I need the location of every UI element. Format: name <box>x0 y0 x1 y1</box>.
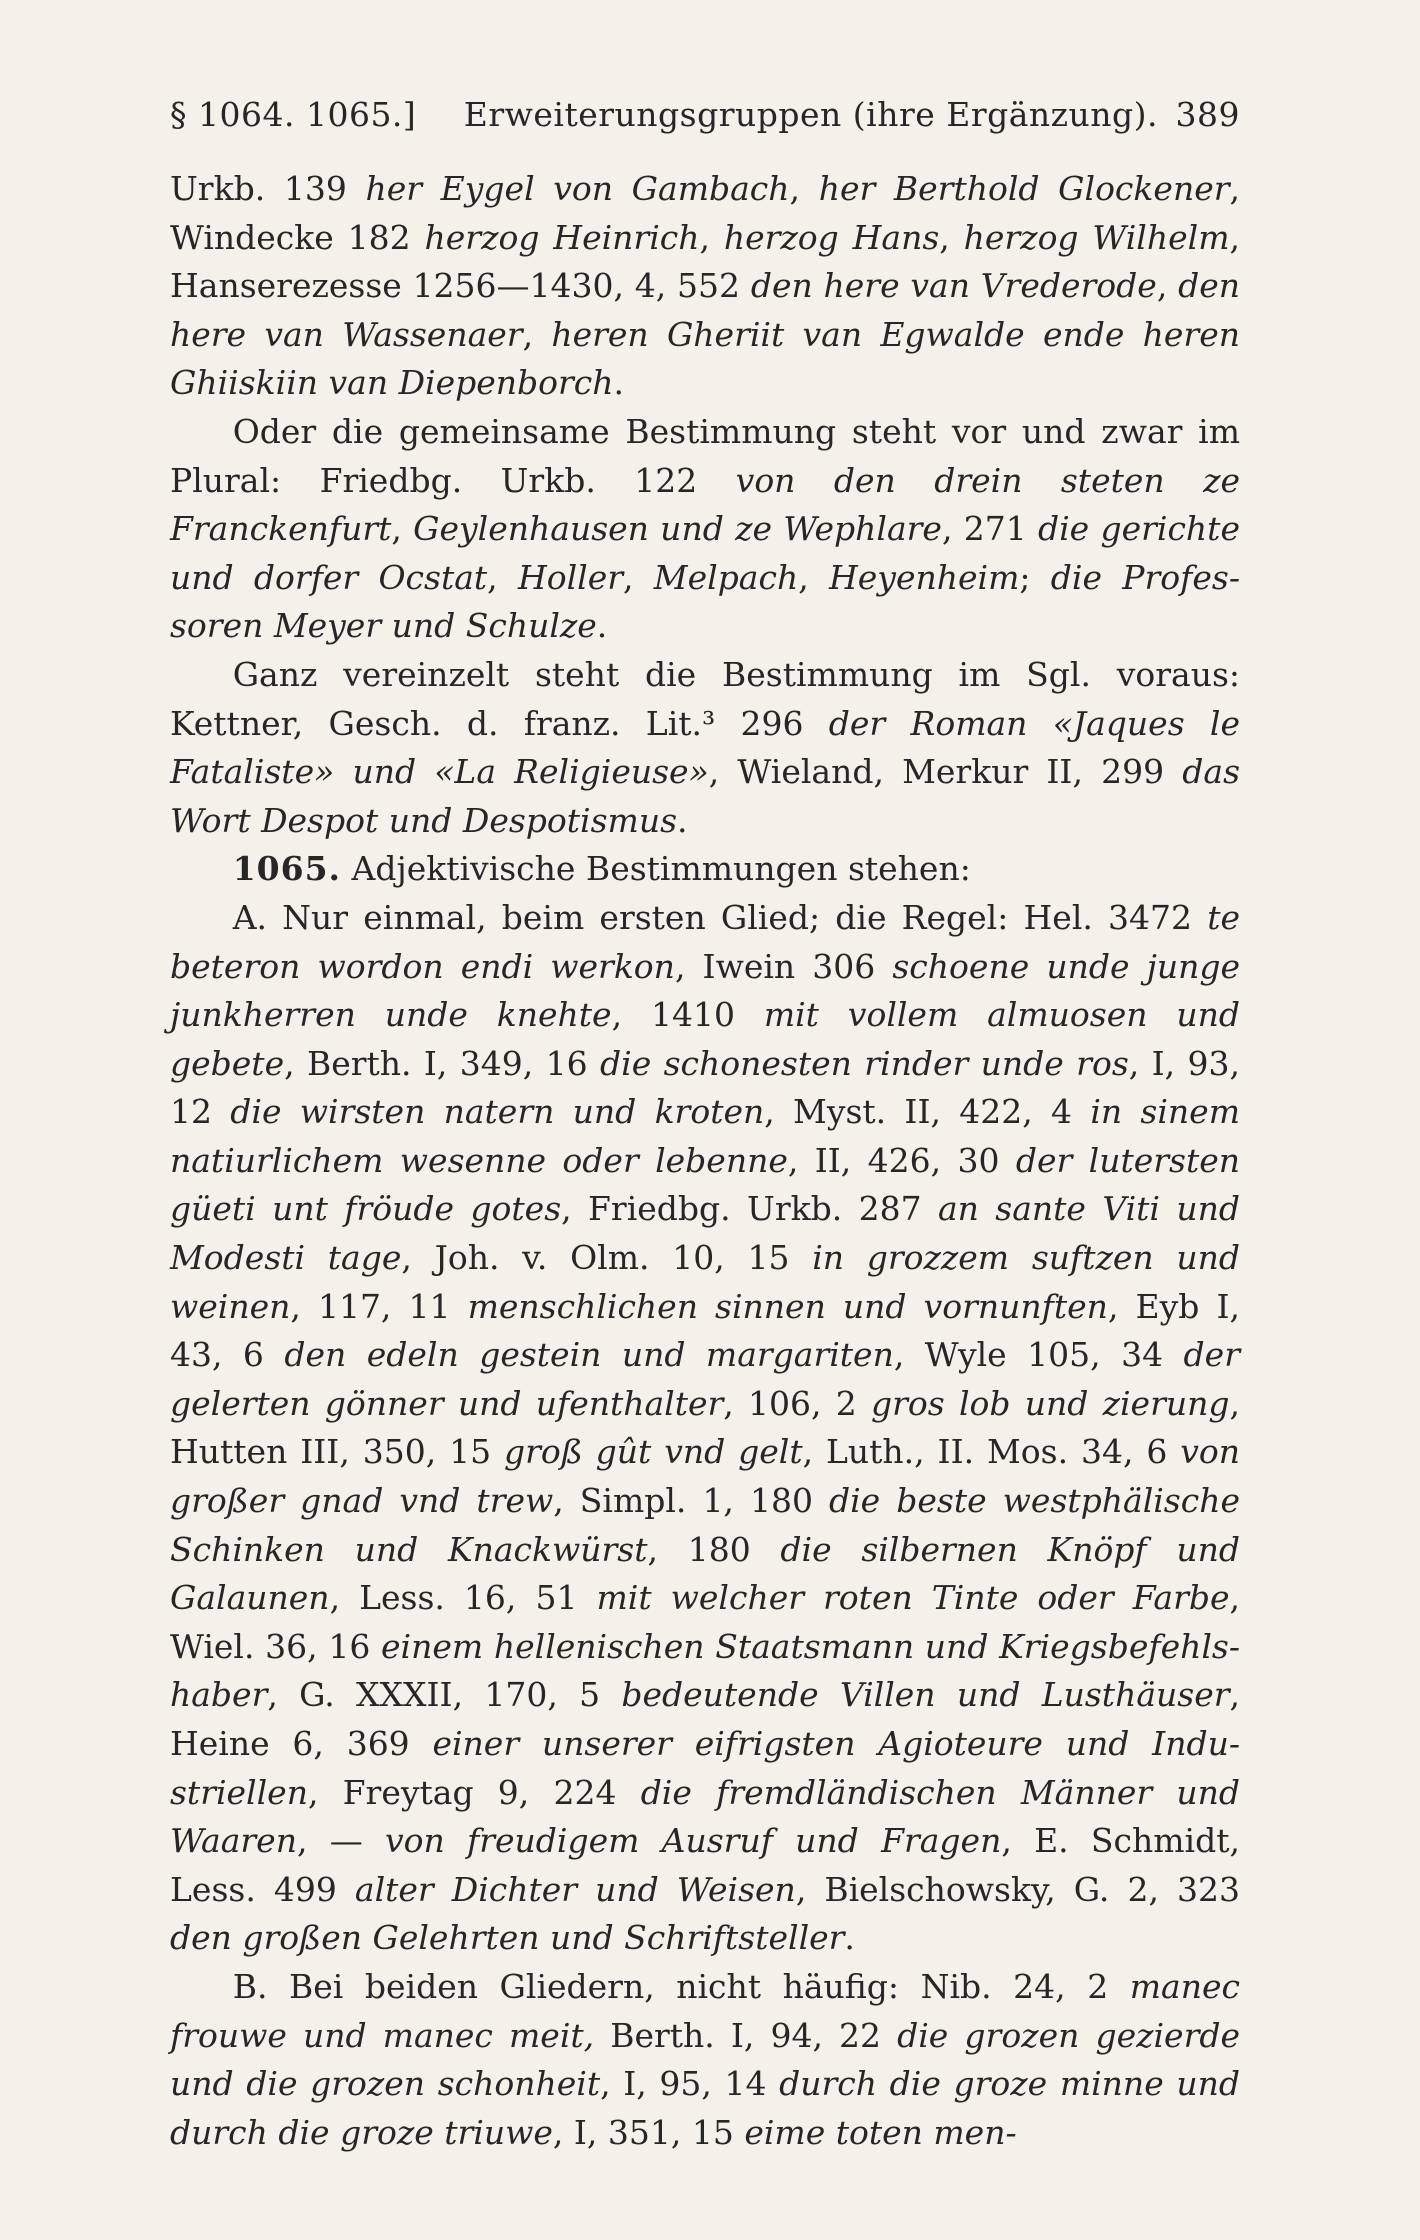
italic-citation: Heyenheim <box>829 557 1020 597</box>
italic-citation: herzog Heinrich <box>424 217 700 257</box>
italic-citation: den edeln gestein und margariten <box>284 1335 894 1375</box>
text-run: , Friedbg. Urkb. 287 <box>561 1189 938 1229</box>
italic-citation: der gelerten gönner und ufenthalter <box>170 1335 1240 1423</box>
text-run: , Hanserezesse 1256—1430, 4, 552 <box>170 217 1240 306</box>
italic-citation: alter Dichter und Weisen <box>354 1869 796 1909</box>
text-run: , E. Schmidt, Less. 499 <box>170 1821 1240 1909</box>
text-run: , 117, 11 <box>290 1286 468 1326</box>
text-run: , <box>487 557 518 597</box>
text-run: ; <box>1019 557 1051 597</box>
italic-citation: her Eygel von Gambach <box>365 169 790 208</box>
italic-citation: den here van Wassenaer <box>170 266 1240 354</box>
text-run: , Eyb I, 43, 6 <box>170 1286 1240 1375</box>
body-text <box>170 165 1240 2157</box>
italic-citation: groß gût vnd gelt <box>503 1432 803 1472</box>
italic-citation: durch die groze minne und durch die groze triuwe <box>170 2064 1240 2152</box>
text-run: . <box>844 1918 855 1958</box>
text-run: , <box>699 217 724 257</box>
italic-citation: den großen Gelehrten und Schriftsteller <box>170 1918 845 1958</box>
page-number: 389 <box>1175 95 1240 134</box>
text-run: , Wieland, Merkur II, 299 <box>708 752 1183 792</box>
text-run: . <box>596 606 608 646</box>
italic-citation: von den drein steten ze Franckenfurt <box>170 460 1240 549</box>
text-run: Urkb. 139 <box>170 169 366 208</box>
italic-citation: einer unserer eifrigsten Agioteure und Industriellen <box>170 1724 1240 1812</box>
text-run: B. Bei beiden Gliedern, nicht häufig: Nib. 24, 2 <box>232 1966 1130 2006</box>
italic-citation: menschlichen sinnen und vornunften <box>467 1286 1108 1326</box>
text-run: , Windecke 182 <box>170 169 1240 257</box>
text-run: , <box>789 169 819 208</box>
text-run: , I, 93, 12 <box>170 1043 1241 1132</box>
italic-citation: die beste westphälische Schinken und Knackwürst <box>170 1481 1241 1569</box>
italic-citation: Geylenhausen und ze Wephlare <box>413 509 942 549</box>
text-run: , <box>1156 266 1179 306</box>
text-run: , Wyle 105, 34 <box>893 1335 1184 1375</box>
text-run: , 271 <box>941 509 1038 549</box>
section-1065-heading <box>170 845 1240 894</box>
italic-citation: Melpach <box>653 557 799 597</box>
text-run: , Luth., II. Mos. 34, 6 <box>802 1432 1181 1472</box>
text-run: . <box>613 363 625 403</box>
italic-citation: manec frouwe und manec meit, <box>170 1966 1240 2055</box>
italic-citation: den here van Vrederode <box>750 266 1157 306</box>
paragraph-singular-determiner <box>170 651 1240 845</box>
italic-citation: schoene unde junge junkherren unde knehte <box>170 946 1240 1035</box>
running-title: Erweiterungsgruppen (ihre Ergänzung). <box>463 95 1159 134</box>
italic-citation: das Wort Despot und Despotismus <box>170 752 1240 840</box>
text-run: , <box>623 557 654 597</box>
italic-citation: einem hellenischen Staatsmann und Kriegsbefehlshaber <box>170 1626 1240 1715</box>
text-run: , 1410 <box>611 995 764 1035</box>
text-run: , G. XXXII, 170, 5 <box>267 1675 622 1715</box>
text-run: , 180 <box>647 1529 781 1569</box>
paragraph-rule-b <box>170 1963 1240 2157</box>
italic-citation: Holler <box>517 557 624 597</box>
paragraph-plural-determiner <box>170 408 1240 651</box>
italic-citation: die wirsten natern und kroten <box>230 1092 765 1132</box>
text-run: , Hutten III, 350, 15 <box>170 1383 1240 1472</box>
italic-citation: die fremdländischen Männer und Waaren <box>170 1772 1240 1861</box>
section-reference: § 1064. 1065.] <box>170 95 417 134</box>
text-run: , <box>939 217 964 257</box>
text-run: , I, 351, 15 <box>552 2112 745 2152</box>
text-run: , Simpl. 1, 180 <box>553 1481 829 1521</box>
text-run: , Berth. I, 349, 16 <box>284 1043 601 1083</box>
text-run: , Myst. II, 422, 4 <box>764 1092 1091 1132</box>
italic-citation: die schonesten rinder unde ros <box>600 1043 1129 1083</box>
italic-citation: mit welcher roten Tinte oder Farbe <box>596 1578 1230 1618</box>
text-run: , Freytag 9, 224 <box>307 1772 641 1812</box>
italic-citation: te beteron wordon endi werkon <box>170 897 1240 986</box>
text-run: , Wiel. 36, 16 <box>170 1578 1240 1666</box>
text-run: Berth. I, 94, 22 <box>594 2015 898 2055</box>
italic-citation: eime toten men- <box>744 2112 1017 2152</box>
italic-citation: von großer gnad vnd trew <box>170 1432 1240 1521</box>
text-run: . <box>677 800 688 840</box>
italic-citation: die Professoren Meyer und Schulze <box>170 557 1240 646</box>
text-run: Adjektivische Bestimmungen stehen: <box>341 849 971 889</box>
italic-citation: in sinem natiurlichem wesenne oder lebenne <box>170 1092 1240 1180</box>
italic-citation: der Roman «Jaques le Fataliste» und «La Religieuse» <box>170 703 1240 792</box>
italic-citation: in grozzem suftzen und weinen <box>170 1238 1241 1326</box>
italic-citation: mit vollem almuosen und gebete <box>170 995 1240 1083</box>
paragraph-continuation <box>170 165 1240 408</box>
text-run: , <box>798 557 829 597</box>
text-run: , 106, 2 <box>723 1383 871 1423</box>
text-run: Oder die gemeinsame Bestimmung steht vor und zwar im Plural: Friedbg. Urkb. 122 <box>170 411 1240 500</box>
text-run: , <box>391 509 414 549</box>
text-run: , Iwein 306 <box>674 946 893 986</box>
text-run: , I, 95, 14 <box>600 2064 780 2104</box>
text-run: , Joh. v. Olm. 10, 15 <box>401 1238 813 1278</box>
running-head <box>170 95 1240 135</box>
italic-citation: herzog Hans <box>723 217 940 257</box>
text-run: , Heine 6, 369 <box>170 1675 1240 1763</box>
paragraph-rule-a <box>170 894 1240 1963</box>
italic-citation: heren Gheriit van Egwalde ende heren Ghiiskiin van Diepenborch <box>170 314 1240 403</box>
italic-citation: bedeutende Villen und Lusthäuser <box>621 1675 1230 1715</box>
italic-citation: die grozen gezierde und die grozen schonheit <box>170 2015 1240 2104</box>
italic-citation: die gerichte und dorfer Ocstat <box>170 509 1240 597</box>
italic-citation: her Berthold Glockener <box>818 169 1230 208</box>
italic-citation: die silbernen Knöpf und Galaunen <box>170 1529 1240 1618</box>
italic-citation: der lutersten güeti unt fröude gotes <box>170 1140 1240 1229</box>
italic-citation: an sante Viti und Modesti tage <box>170 1189 1240 1278</box>
italic-citation: von freudigem Ausruf und Fragen <box>384 1821 1002 1861</box>
text-run: , Less. 16, 51 <box>329 1578 597 1618</box>
italic-citation: gros lob und zierung <box>871 1383 1230 1423</box>
text-run: , II, 426, 30 <box>787 1140 1016 1180</box>
text-run: A. Nur einmal, beim ersten Glied; die Regel: Hel. 3472 <box>232 897 1208 937</box>
section-number: 1065. <box>232 849 342 889</box>
italic-citation: herzog Wilhelm <box>963 217 1230 257</box>
text-run: Ganz vereinzelt steht die Bestimmung im Sgl. voraus: Kettner, Gesch. d. franz. Lit.³ 296 <box>170 654 1240 743</box>
text-run: , <box>522 314 552 354</box>
text-run: , Bielschowsky, G. 2, 323 <box>795 1869 1240 1909</box>
text-run: , — <box>296 1821 385 1861</box>
